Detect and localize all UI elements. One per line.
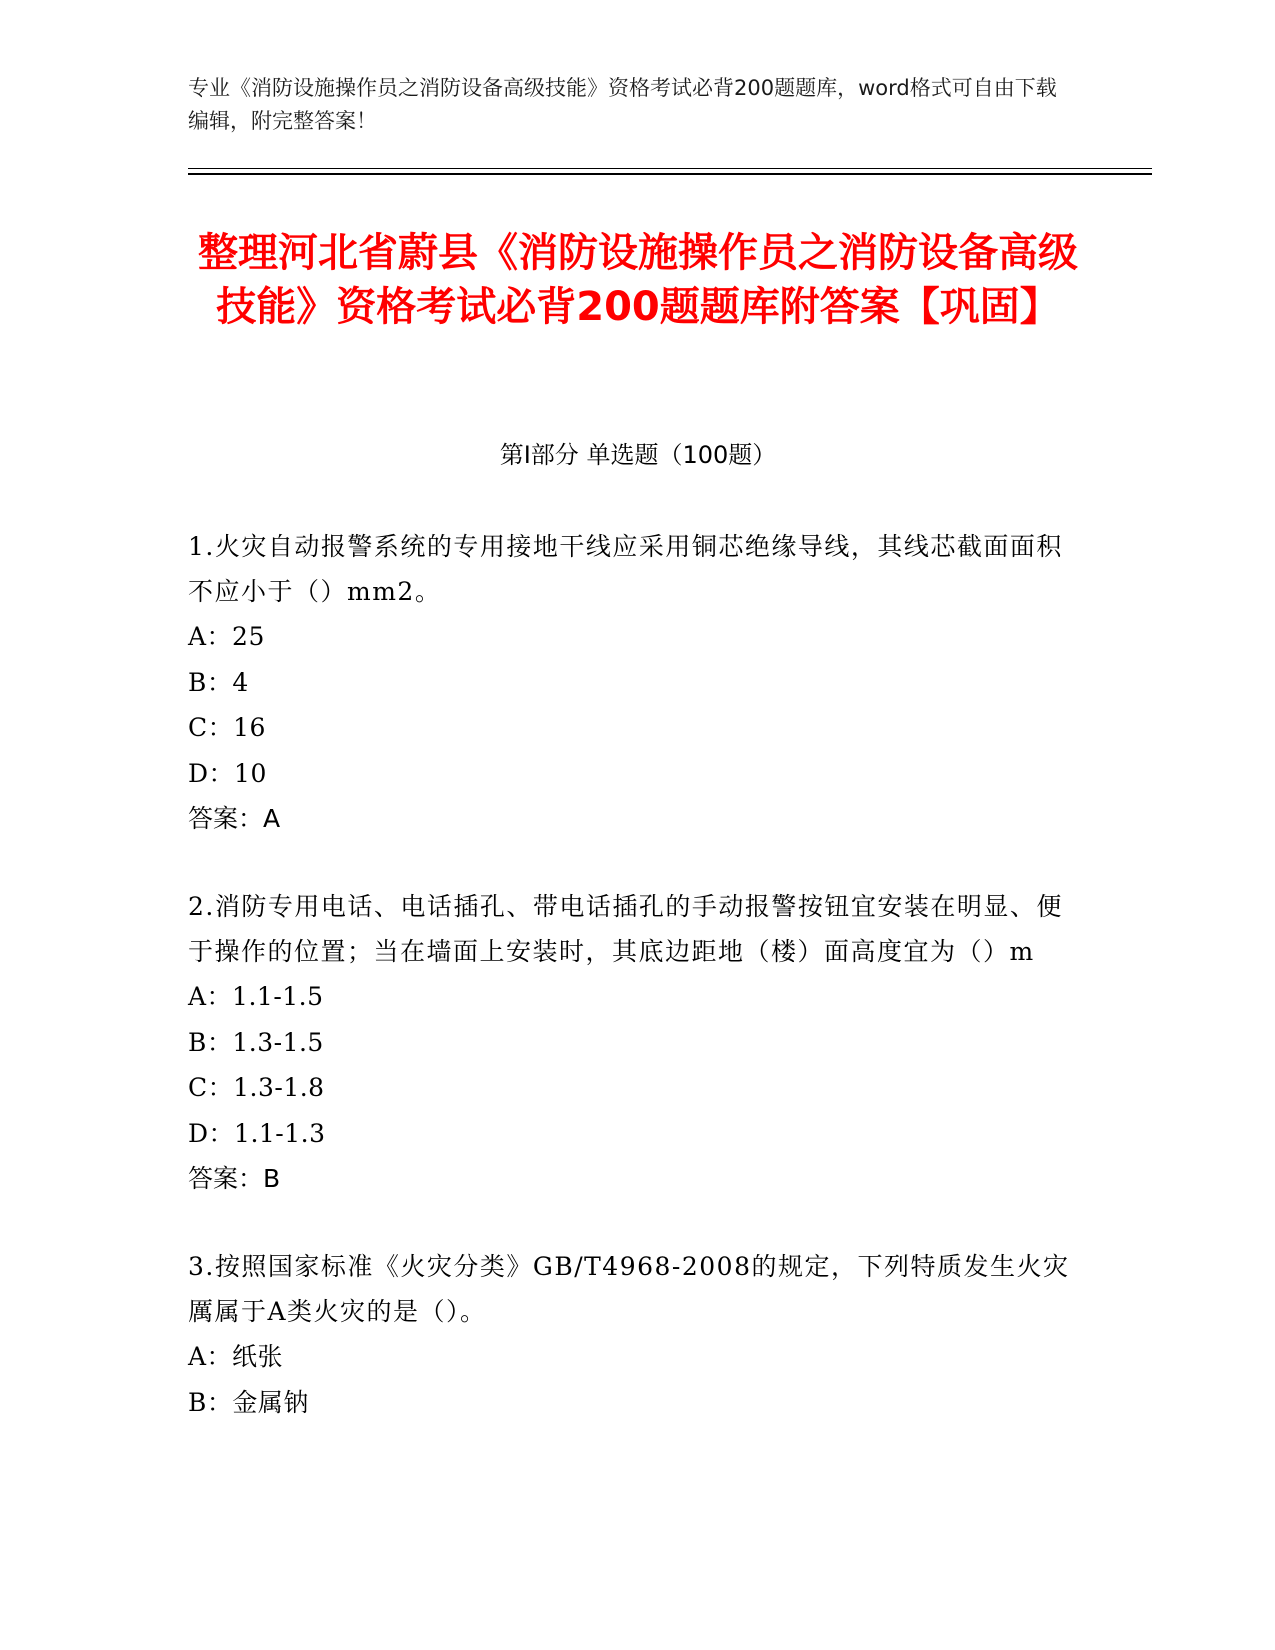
header-divider-thin: [188, 168, 1152, 169]
document-title: 整理河北省蔚县《消防设施操作员之消防设备高级技能》资格考试必背200题题库附答案【巩固】: [198, 230, 1078, 330]
question-stem: 1.火灾自动报警系统的专用接地干线应采用铜芯绝缘导线，其线芯截面面积不应小于（）mm2。: [188, 532, 1063, 606]
option-a: A：25: [188, 622, 265, 651]
option-b: B：4: [188, 667, 249, 697]
option-a: A：1.1-1.5: [188, 982, 324, 1011]
question-2: [188, 884, 1088, 1202]
question-1: [188, 524, 1088, 842]
answer-line: 答案：A: [188, 804, 281, 833]
option-c: C：16: [188, 713, 266, 742]
header-note: 专业《消防设施操作员之消防设备高级技能》资格考试必背200题题库，word格式可自由下载编辑，附完整答案！: [188, 76, 1057, 133]
answer-line: 答案：B: [188, 1164, 281, 1193]
section-title: 第Ⅰ部分 单选题（100题）: [499, 441, 777, 469]
question-list: [188, 524, 1088, 1467]
question-stem: 3.按照国家标准《火灾分类》GB/T4968-2008的规定，下列特质发生火灾厲属于A类火灾的是（）。: [188, 1252, 1070, 1326]
option-b: B：1.3-1.5: [188, 1027, 324, 1057]
option-d: D：10: [188, 758, 267, 788]
header-divider-thick: [188, 173, 1152, 175]
option-d: D：1.1-1.3: [188, 1118, 326, 1148]
question-stem: 2.消防专用电话、电话插孔、带电话插孔的手动报警按钮宜安装在明显、便于操作的位置；当在墙面上安装时，其底边距地（楼）面高度宜为（）m: [188, 892, 1063, 966]
option-a: A：纸张: [188, 1342, 284, 1371]
question-3: [188, 1244, 1088, 1425]
option-b: B：金属钠: [188, 1387, 309, 1417]
option-c: C：1.3-1.8: [188, 1073, 325, 1102]
